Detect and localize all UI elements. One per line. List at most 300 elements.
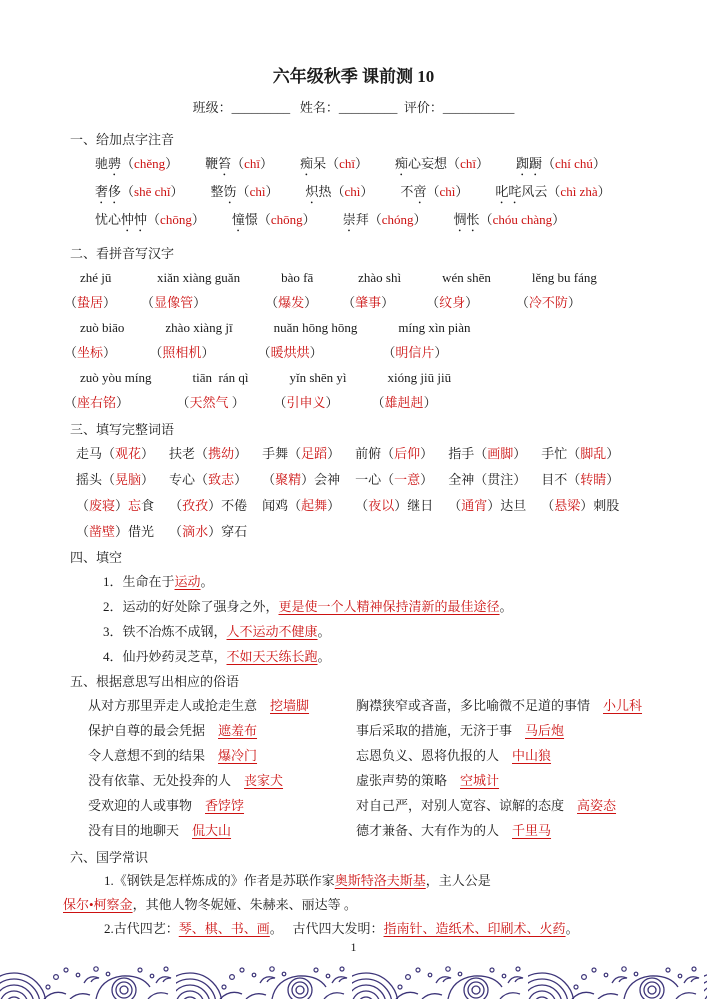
- question-text: （: [426, 184, 440, 199]
- phrase-item: [211, 179, 279, 207]
- answer-text: 携幼: [208, 446, 235, 461]
- question-text: ）: [141, 472, 155, 487]
- question-text: ）: [381, 295, 395, 310]
- question-text: （: [231, 156, 245, 171]
- pinyin-answer-column: [64, 365, 152, 415]
- pinyin-line: [258, 315, 358, 340]
- question-text: （: [479, 212, 493, 227]
- question-text: 。: [565, 921, 579, 936]
- phrase-item: [355, 493, 433, 519]
- answer-text: 明信片: [395, 345, 435, 360]
- phrase-item: [495, 179, 610, 207]
- content-row: [0, 315, 707, 365]
- question-text: ）: [115, 498, 129, 513]
- question-text: ）: [165, 156, 179, 171]
- question-text: 受欢迎的人或事物: [88, 798, 206, 813]
- question-text: 1.《钢铁是怎样炼成的》作者是苏联作家: [104, 873, 335, 888]
- question-text: zuò yòu míng: [80, 370, 152, 385]
- answer-text: chī: [339, 156, 355, 171]
- question-text: 一心（: [355, 472, 395, 487]
- answer-text: 香饽饽: [205, 798, 245, 813]
- question-text: 目不（: [541, 472, 581, 487]
- pinyin-line: [177, 365, 249, 390]
- question-text: 3．铁不冶炼不成钢，: [103, 624, 227, 639]
- phrase-item: [169, 441, 247, 467]
- answer-text: 马后炮: [525, 723, 565, 738]
- question-text: （: [331, 184, 345, 199]
- question-text: ）: [327, 446, 341, 461]
- content-row: [0, 207, 707, 235]
- content-row: [0, 179, 707, 207]
- question-text: ）: [355, 156, 369, 171]
- answer-text: chì zhà: [560, 184, 598, 199]
- section-fill-blanks: [0, 547, 707, 669]
- question-text: zuò biāo: [80, 320, 125, 335]
- question-text: zhào xiàng jī: [165, 320, 233, 335]
- question-text: yǐn shēn yì: [289, 370, 347, 385]
- answer-text: 不如天天练长跑: [226, 649, 318, 664]
- answer-text: chóu chàng: [492, 212, 553, 227]
- question-text: 炽: [305, 184, 319, 199]
- question-text: 2.古代四艺：: [104, 921, 179, 936]
- phrase-item: [76, 467, 154, 493]
- answer-text: chì: [249, 184, 266, 199]
- content-row: [0, 493, 707, 519]
- question-text: （: [147, 212, 161, 227]
- question-text: （: [169, 524, 183, 539]
- answer-text: chī: [244, 156, 261, 171]
- question-text: （: [326, 156, 340, 171]
- section-write-characters: [0, 243, 707, 415]
- phrase-item: [76, 493, 154, 519]
- question-text: ）借光: [115, 524, 155, 539]
- answer-text: 废寝: [89, 498, 116, 513]
- answer-text: 人不运动不健康: [226, 624, 318, 639]
- question-text: 不: [400, 184, 414, 199]
- phrase-item: [103, 644, 331, 669]
- page-title: 六年级秋季 课前测 10: [272, 67, 435, 86]
- pinyin-answer-column: [516, 265, 597, 315]
- question-text: 没有依靠、无处投奔的人: [88, 773, 245, 788]
- question-text: （: [257, 345, 271, 360]
- answer-text: chí chú: [555, 156, 593, 171]
- answer-line: [426, 290, 491, 315]
- question-text: 忧心: [95, 212, 122, 227]
- answer-text: chěng: [134, 156, 166, 171]
- question-text: 。: [317, 624, 331, 639]
- answer-text: 保尔•柯察金: [63, 897, 133, 912]
- phrase-item: [541, 467, 619, 493]
- pinyin-answer-column: [426, 265, 491, 315]
- content-row: [0, 467, 707, 493]
- phrase-item: [448, 441, 526, 467]
- phrase-item: [356, 743, 551, 768]
- pinyin-answer-column: [64, 315, 124, 365]
- question-text: 奢侈: [95, 184, 122, 199]
- phrase-item: [76, 519, 154, 545]
- pinyin-answer-column: [149, 315, 232, 365]
- question-text: 全神（贯注）: [448, 472, 527, 487]
- phrase-item: [343, 207, 427, 235]
- question-text: （: [262, 472, 276, 487]
- question-text: 专心（: [169, 472, 209, 487]
- question-text: 扶老（: [169, 446, 209, 461]
- question-text: 饬: [223, 184, 237, 199]
- section-3-body: [0, 441, 707, 545]
- content-row: [0, 869, 645, 917]
- question-text: zhào shì: [358, 270, 402, 285]
- answer-text: 丧家犬: [244, 773, 284, 788]
- question-text: 心妄想: [408, 156, 448, 171]
- pinyin-answer-column: [141, 265, 240, 315]
- answer-text: 中山狼: [512, 748, 552, 763]
- question-text: ）: [597, 184, 611, 199]
- question-text: 德才兼备、大有作为的人: [356, 823, 513, 838]
- answer-text: 引申义: [286, 395, 326, 410]
- section-2-heading: 二、看拼音写汉字: [70, 246, 175, 261]
- question-text: （: [257, 212, 271, 227]
- answer-line: [177, 390, 249, 415]
- answer-text: 画脚: [487, 446, 514, 461]
- content-row: [0, 644, 707, 669]
- question-text: 风云: [521, 184, 548, 199]
- question-text: （: [355, 498, 369, 513]
- question-text: （: [64, 395, 78, 410]
- question-text: ___________: [442, 100, 515, 115]
- phrase-item: [448, 467, 526, 493]
- question-text: _________: [231, 100, 291, 115]
- question-text: 痴: [300, 156, 314, 171]
- question-text: （: [541, 498, 555, 513]
- answer-line: [382, 340, 470, 365]
- question-text: ）: [455, 184, 469, 199]
- answer-text: 脚乱: [580, 446, 607, 461]
- question-text: ）: [304, 295, 318, 310]
- question-text: 对自己严，对别人宽容、谅解的态度: [356, 798, 578, 813]
- phrase-item: [103, 619, 331, 644]
- question-text: wén shēn: [442, 270, 491, 285]
- question-text: （: [236, 184, 250, 199]
- pinyin-line: [273, 365, 346, 390]
- question-text: （: [265, 295, 279, 310]
- phrase-item: [95, 179, 184, 207]
- content-row: [0, 793, 707, 818]
- section-complete-words: [0, 419, 707, 545]
- question-text: ）: [552, 212, 566, 227]
- answer-text: 奥斯特洛夫斯基: [334, 873, 426, 888]
- phrase-item: [88, 768, 356, 793]
- question-text: 胸襟狭窄或吝啬，多比喻微不足道的事情: [356, 698, 604, 713]
- pinyin-line: [516, 265, 597, 290]
- question-text: 手忙（: [541, 446, 581, 461]
- question-text: ）: [234, 446, 248, 461]
- answer-text: 一意: [394, 472, 421, 487]
- question-text: （: [169, 498, 183, 513]
- question-text: 崇: [342, 212, 356, 227]
- question-text: 从对方那里弄走人或抢走生意: [88, 698, 271, 713]
- question-text: 憧: [231, 212, 245, 227]
- phrase-item: [355, 441, 433, 467]
- question-text: 。 古代四大发明：: [269, 921, 384, 936]
- answer-text: 高姿态: [577, 798, 617, 813]
- question-text: 摇头（: [76, 472, 116, 487]
- phrase-item: [88, 793, 356, 818]
- question-text: 保护自尊的最会凭据: [88, 723, 219, 738]
- question-text: （: [121, 156, 135, 171]
- question-text: 呆: [313, 156, 327, 171]
- section-1-heading: 一、给加点字注音: [70, 132, 175, 147]
- section-pinyin-annotation: [0, 129, 707, 235]
- question-text: （: [447, 156, 461, 171]
- answer-text: 凿壁: [89, 524, 116, 539]
- phrase-item: [305, 179, 373, 207]
- phrase-item: [104, 921, 579, 936]
- section-1-body: [0, 151, 707, 235]
- answer-text: 致志: [208, 472, 235, 487]
- section-5-body: [0, 693, 707, 843]
- phrase-item: [355, 467, 433, 493]
- answer-line: [64, 290, 116, 315]
- phrase-item: [88, 743, 356, 768]
- question-text: 踟蹰: [515, 156, 542, 171]
- answer-text: 运动: [174, 574, 201, 589]
- answer-text: 更是使一个人精神保持清新的最佳途径: [278, 599, 500, 614]
- answer-text: 忘: [128, 498, 142, 513]
- section-3-heading: 三、填写完整词语: [70, 422, 175, 437]
- phrase-item: [395, 151, 489, 179]
- pinyin-line: [372, 365, 452, 390]
- question-text: zhé jū: [80, 270, 112, 285]
- question-text: （: [64, 345, 78, 360]
- question-text: 走马（: [76, 446, 116, 461]
- answer-text: chī: [460, 156, 476, 171]
- answer-text: 晃脑: [115, 472, 142, 487]
- section-common-sayings: [0, 671, 707, 843]
- question-text: ）: [302, 212, 316, 227]
- question-text: （: [149, 345, 163, 360]
- pinyin-line: [149, 315, 232, 340]
- answer-text: 爆发: [278, 295, 305, 310]
- section-classical-knowledge: [0, 847, 707, 941]
- answer-text: 起舞: [301, 498, 328, 513]
- question-text: 虚张声势的策略: [356, 773, 461, 788]
- question-text: 。: [317, 649, 331, 664]
- question-text: míng xìn piàn: [398, 320, 471, 335]
- question-text: 热: [318, 184, 332, 199]
- pinyin-answer-column: [258, 315, 358, 365]
- phrase-item: [541, 441, 619, 467]
- phrase-item: [63, 873, 491, 912]
- answer-text: 千里马: [512, 823, 552, 838]
- answer-text: 小儿科: [603, 698, 643, 713]
- question-text: tiān rán qì: [192, 370, 249, 385]
- pinyin-answer-column: [265, 265, 317, 315]
- answer-text: 指南针、造纸术、印刷术、火药: [383, 921, 566, 936]
- question-text: 班级：: [192, 100, 232, 115]
- question-text: ）: [423, 395, 437, 410]
- question-text: ）: [475, 156, 489, 171]
- answer-text: shē chǐ: [134, 184, 171, 199]
- question-text: 驰: [95, 156, 109, 171]
- student-info-line: [0, 97, 707, 119]
- question-text: ）: [191, 212, 205, 227]
- pinyin-line: [342, 265, 401, 290]
- question-text: 评价：: [397, 100, 443, 115]
- answer-line: [149, 340, 232, 365]
- question-text: ）: [231, 395, 245, 410]
- answer-text: 聚精: [275, 472, 302, 487]
- question-text: 没有目的地聊天: [88, 823, 193, 838]
- answer-text: 夜以: [368, 498, 395, 513]
- question-text: ）穿石: [208, 524, 248, 539]
- answer-text: 孜孜: [182, 498, 209, 513]
- question-text: ）达旦: [487, 498, 527, 513]
- pinyin-line: [382, 315, 470, 340]
- content-row: [0, 441, 707, 467]
- phrase-item: [356, 818, 551, 843]
- phrase-item: [169, 467, 247, 493]
- answer-text: 天然气: [189, 395, 232, 410]
- answer-text: 雄赳赳: [384, 395, 424, 410]
- question-text: （: [64, 295, 78, 310]
- question-text: ）: [141, 446, 155, 461]
- content-row: [0, 693, 707, 718]
- content-row: [0, 594, 707, 619]
- section-6-body: [0, 869, 707, 941]
- pinyin-answer-column: [177, 365, 249, 415]
- phrase-item: [103, 569, 214, 594]
- answer-line: [516, 290, 597, 315]
- phrase-item: [356, 718, 564, 743]
- answer-text: chì: [439, 184, 456, 199]
- question-text: 食: [141, 498, 155, 513]
- question-text: 1．生命在于: [103, 574, 175, 589]
- question-text: （: [176, 395, 190, 410]
- phrase-item: [454, 207, 566, 235]
- pinyin-answer-column: [372, 365, 452, 415]
- content-row: [0, 768, 707, 793]
- answer-text: 坐标: [77, 345, 104, 360]
- question-text: ）: [170, 184, 184, 199]
- question-text: 令人意想不到的结果: [88, 748, 219, 763]
- question-text: （: [342, 295, 356, 310]
- content-row: [0, 818, 707, 843]
- answer-text: 侃大山: [192, 823, 232, 838]
- question-text: ）: [592, 156, 606, 171]
- answer-line: [342, 290, 401, 315]
- answer-text: 悬梁: [554, 498, 581, 513]
- question-text: 。: [499, 599, 513, 614]
- question-text: ）: [201, 345, 215, 360]
- question-text: ）: [234, 472, 248, 487]
- answer-text: 琴、棋、书、画: [178, 921, 270, 936]
- answer-line: [258, 340, 358, 365]
- question-text: 憬: [244, 212, 258, 227]
- pinyin-line: [265, 265, 317, 290]
- answer-text: 挖墙脚: [270, 698, 310, 713]
- answer-text: 滴水: [182, 524, 209, 539]
- question-text: 4．仙丹妙药灵芝草，: [103, 649, 227, 664]
- answer-text: 纹身: [439, 295, 466, 310]
- pinyin-line: [64, 315, 124, 340]
- question-text: 前俯（: [355, 446, 395, 461]
- question-text: xióng jiū jiū: [387, 370, 452, 385]
- question-text: 闻鸡（: [262, 498, 302, 513]
- pinyin-answer-column: [273, 365, 346, 415]
- answer-text: 爆冷门: [218, 748, 258, 763]
- pinyin-line: [64, 365, 152, 390]
- question-text: 指手（: [448, 446, 488, 461]
- question-text: ）: [103, 345, 117, 360]
- content-row: [0, 365, 707, 415]
- section-2-body: [0, 265, 707, 415]
- question-text: （: [141, 295, 155, 310]
- question-text: （: [382, 345, 396, 360]
- phrase-item: [232, 207, 316, 235]
- phrase-item: [95, 207, 205, 235]
- question-text: ）: [434, 345, 448, 360]
- question-text: ，主人公是: [425, 873, 491, 888]
- wave-pattern-icon: [0, 963, 707, 999]
- question-text: bào fā: [281, 270, 314, 285]
- phrase-item: [205, 151, 273, 179]
- question-text: 。: [200, 574, 214, 589]
- question-text: 鞭: [205, 156, 219, 171]
- answer-text: chōng: [160, 212, 192, 227]
- phrase-item: [76, 441, 154, 467]
- section-5-heading: 五、根据意思写出相应的俗语: [70, 674, 240, 689]
- answer-text: 暖烘烘: [270, 345, 310, 360]
- phrase-item: [516, 151, 606, 179]
- question-text: 叱咤: [495, 184, 522, 199]
- phrase-item: [356, 768, 499, 793]
- question-text: ）不倦: [208, 498, 248, 513]
- question-text: 2．运动的好处除了强身之外，: [103, 599, 279, 614]
- pinyin-answer-column: [64, 265, 116, 315]
- phrase-item: [448, 493, 526, 519]
- page-number: 1: [350, 940, 357, 954]
- question-text: （: [541, 156, 555, 171]
- answer-text: 蛰居: [77, 295, 104, 310]
- question-text: ）: [327, 498, 341, 513]
- pinyin-answer-column: [342, 265, 401, 315]
- question-text: 啻: [413, 184, 427, 199]
- question-text: ）: [606, 446, 620, 461]
- phrase-item: [88, 693, 356, 718]
- question-text: ）: [360, 184, 374, 199]
- answer-text: chóng: [381, 212, 414, 227]
- section-4-body: [0, 569, 707, 669]
- question-text: 惆怅: [453, 212, 480, 227]
- question-text: 拜: [355, 212, 369, 227]
- answer-line: [141, 290, 240, 315]
- answer-text: 照相机: [162, 345, 202, 360]
- answer-text: chōng: [270, 212, 303, 227]
- answer-text: 冷不防: [528, 295, 568, 310]
- section-4-heading: 四、填空: [70, 550, 123, 565]
- content-row: [0, 917, 645, 941]
- answer-text: 遮羞布: [218, 723, 258, 738]
- answer-text: 座右铭: [77, 395, 117, 410]
- answer-text: 足蹈: [301, 446, 328, 461]
- question-text: _________: [338, 100, 398, 115]
- question-text: （: [76, 498, 90, 513]
- answer-text: chì: [344, 184, 361, 199]
- question-text: 姓名：: [290, 100, 339, 115]
- content-row: [0, 743, 707, 768]
- wave-footer-decoration: [0, 963, 707, 999]
- answer-text: 观花: [115, 446, 142, 461]
